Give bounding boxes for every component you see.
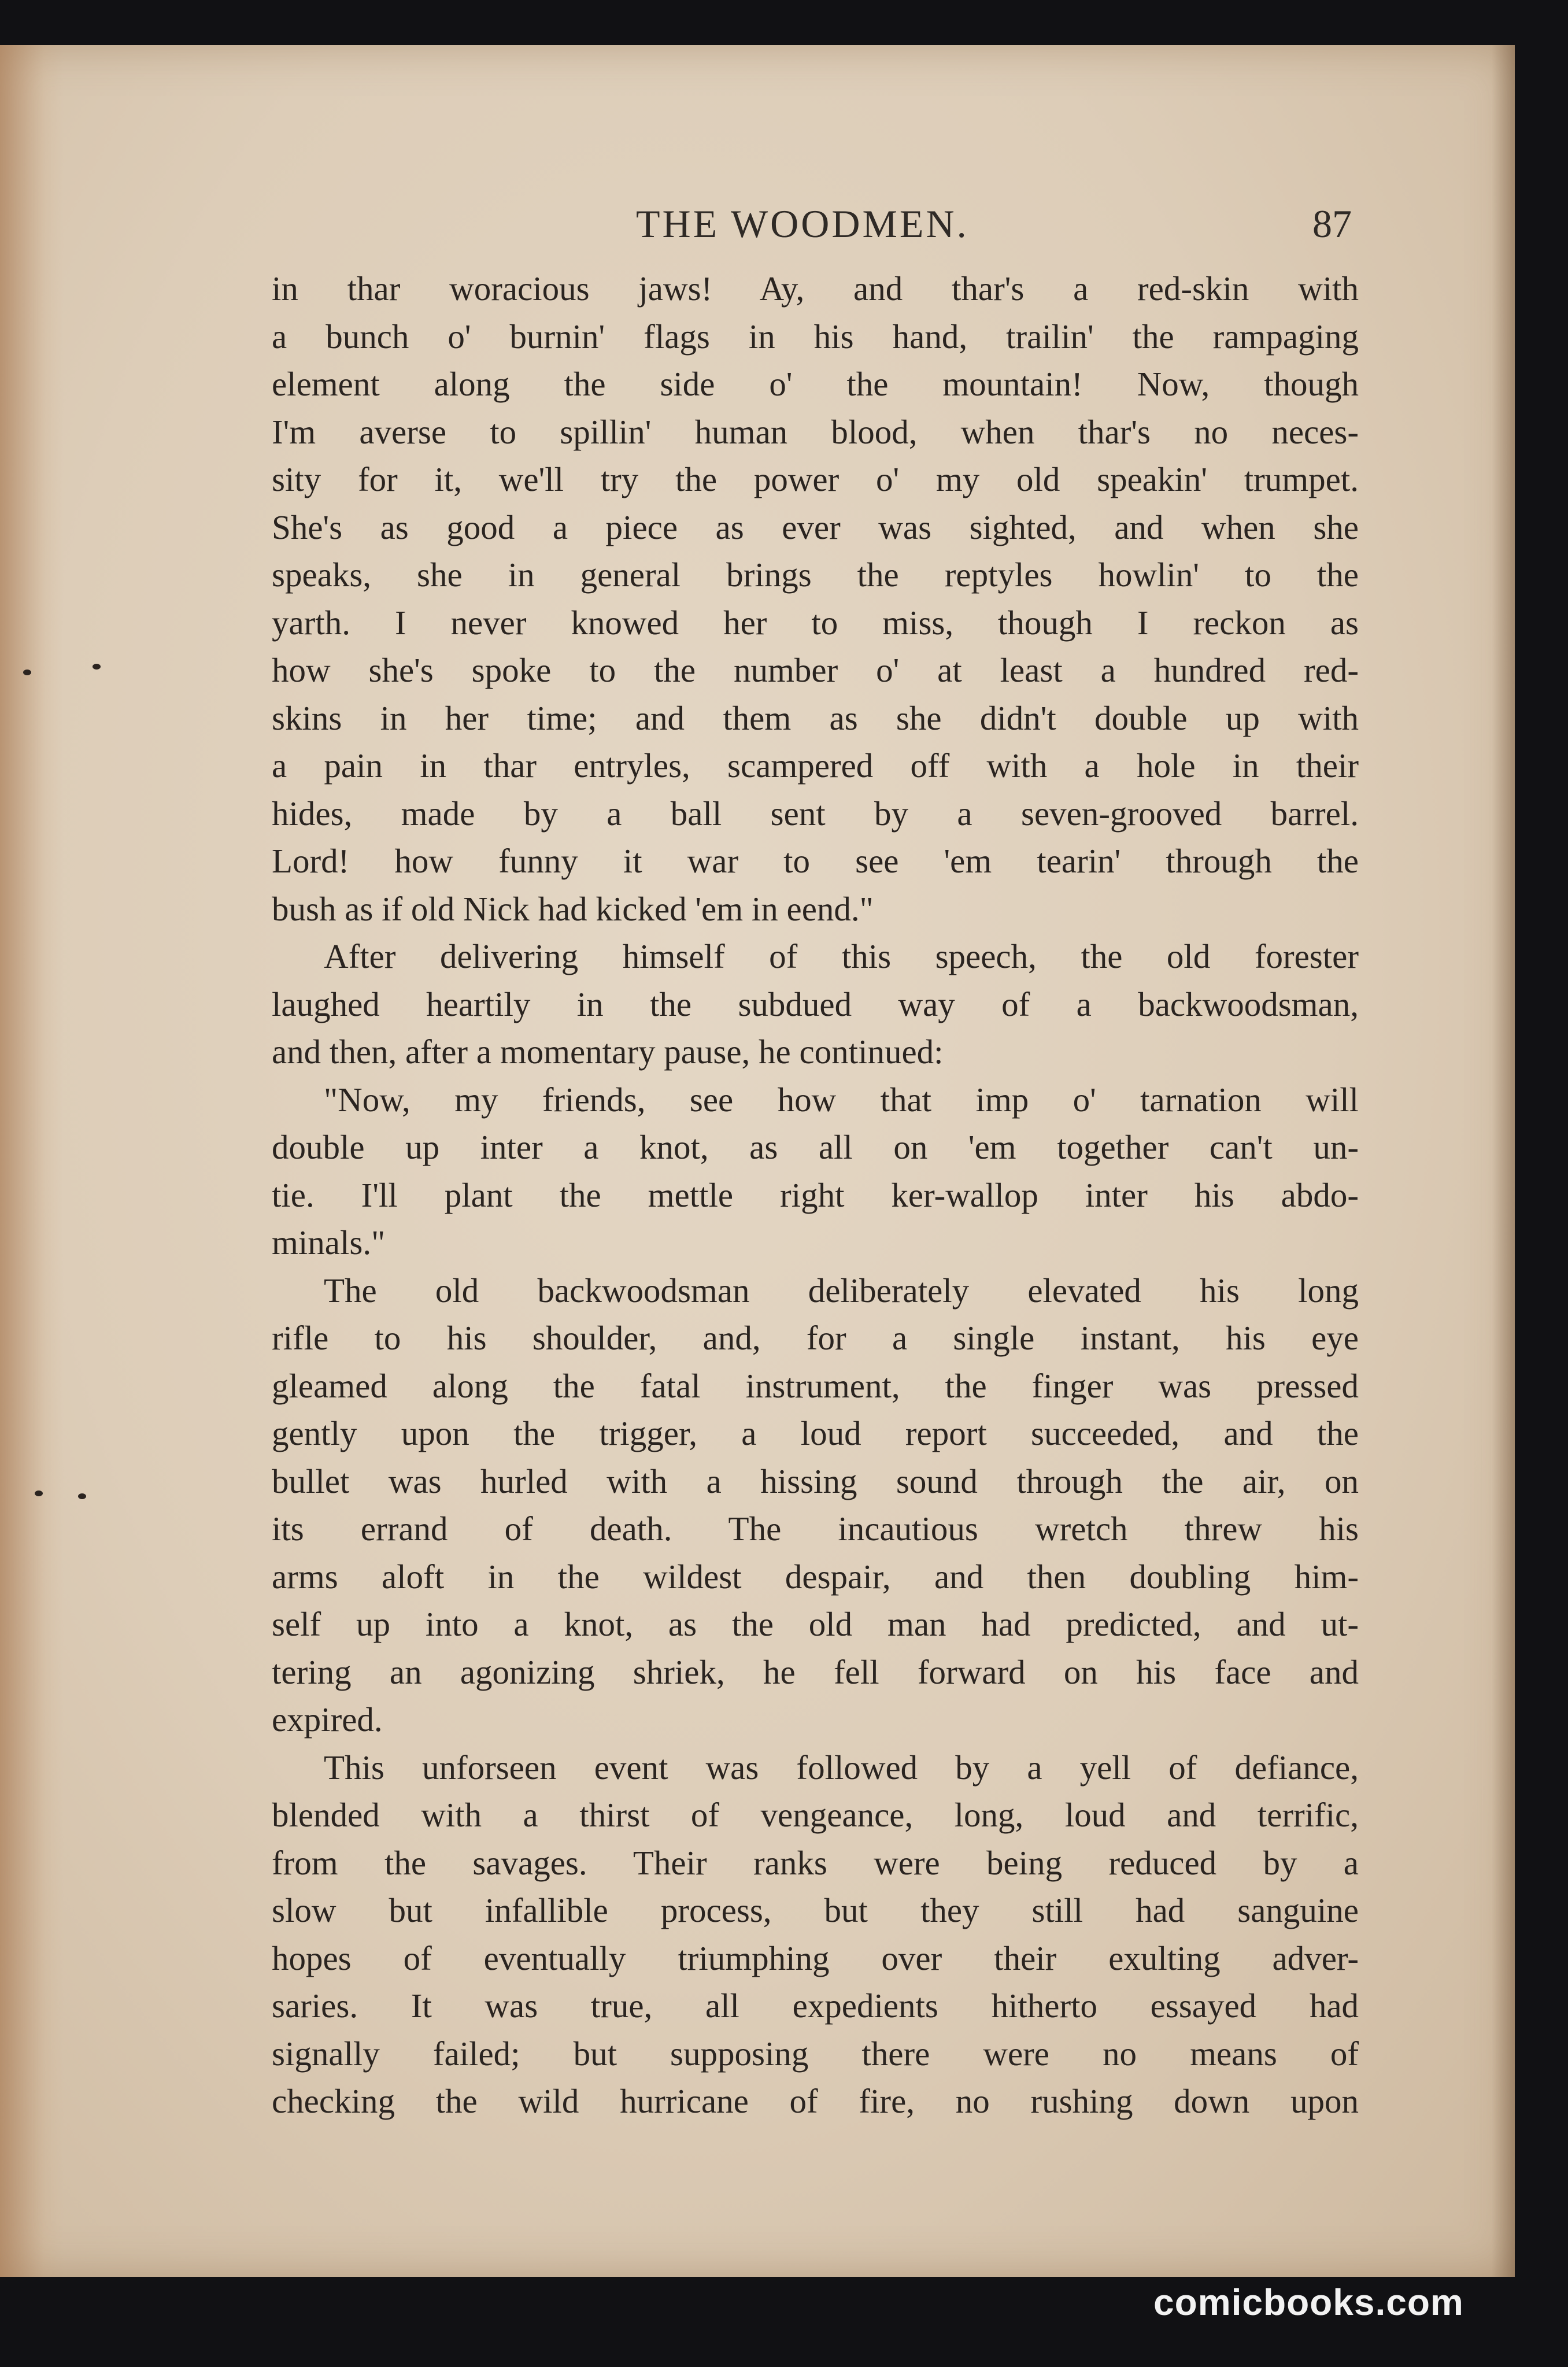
text-line: how she's spoke to the number o' at least a hundred red- xyxy=(272,651,1359,689)
margin-ink-mark xyxy=(23,670,31,675)
running-head: THE WOODMEN. xyxy=(636,202,969,246)
text-line: Lord! how funny it war to see 'em tearin' through the xyxy=(272,842,1359,880)
watermark: comicbooks.com xyxy=(1153,2281,1464,2323)
text-line: hopes of eventually triumphing over their exulting adver- xyxy=(272,1939,1359,1977)
text-line: tie. I'll plant the mettle right ker-wallop inter his abdo- xyxy=(272,1175,1359,1214)
text-line: in thar woracious jaws! Ay, and thar's a red-skin with xyxy=(272,269,1359,308)
text-line: yarth. I never knowed her to miss, though I reckon as xyxy=(272,603,1359,642)
text-line: signally failed; but supposing there were no means of xyxy=(272,2034,1359,2073)
page-number: 87 xyxy=(1312,202,1352,246)
text-line: expired. xyxy=(272,1700,383,1739)
text-line: tering an agonizing shriek, he fell forward on his face and xyxy=(272,1652,1359,1691)
text-line: "Now, my friends, see how that imp o' tarnation will xyxy=(324,1080,1359,1119)
text-line: rifle to his shoulder, and, for a single instant, his eye xyxy=(272,1319,1359,1357)
text-line: minals." xyxy=(272,1223,386,1262)
text-line: from the savages. Their ranks were being reduced by a xyxy=(272,1843,1359,1882)
text-line: checking the wild hurricane of fire, no rushing down upon xyxy=(272,2082,1359,2120)
text-line: After delivering himself of this speech, the old forester xyxy=(324,937,1359,975)
text-line: element along the side o' the mountain! Now, though xyxy=(272,365,1359,403)
text-line: double up inter a knot, as all on 'em together can't un- xyxy=(272,1128,1359,1166)
text-line: and then, after a momentary pause, he continued: xyxy=(272,1033,944,1071)
page-edge-stain xyxy=(0,45,64,2277)
text-line: skins in her time; and them as she didn't double up with xyxy=(272,698,1359,737)
text-line: The old backwoodsman deliberately elevated his long xyxy=(324,1271,1359,1310)
text-line: bullet was hurled with a hissing sound through the air, on xyxy=(272,1462,1359,1500)
text-line: hides, made by a ball sent by a seven-grooved barrel. xyxy=(272,794,1359,833)
text-line: gently upon the trigger, a loud report succeeded, and the xyxy=(272,1414,1359,1452)
text-line: This unforseen event was followed by a yell of defiance, xyxy=(324,1748,1359,1787)
text-line: a bunch o' burnin' flags in his hand, trailin' the rampaging xyxy=(272,317,1359,356)
text-line: gleamed along the fatal instrument, the finger was pressed xyxy=(272,1366,1359,1405)
text-line: bush as if old Nick had kicked 'em in eend." xyxy=(272,889,874,928)
page-right-edge xyxy=(1492,45,1515,2277)
text-line: its errand of death. The incautious wretch threw his xyxy=(272,1510,1359,1548)
margin-ink-mark xyxy=(93,664,101,670)
margin-ink-mark xyxy=(78,1493,86,1499)
text-line: She's as good a piece as ever was sighted, and when she xyxy=(272,508,1359,546)
text-line: saries. It was true, all expedients hitherto essayed had xyxy=(272,1987,1359,2025)
body-text xyxy=(272,265,1359,2125)
text-line: speaks, she in general brings the reptyles howlin' to the xyxy=(272,556,1359,594)
text-line: slow but infallible process, but they still had sanguine xyxy=(272,1891,1359,1929)
text-line: blended with a thirst of vengeance, long, loud and terrific, xyxy=(272,1796,1359,1834)
text-line: arms aloft in the wildest despair, and then doubling him- xyxy=(272,1557,1359,1596)
book-page xyxy=(0,45,1515,2277)
text-line: sity for it, we'll try the power o' my old speakin' trumpet. xyxy=(272,460,1359,498)
text-line: laughed heartily in the subdued way of a backwoodsman, xyxy=(272,985,1359,1023)
margin-ink-mark xyxy=(35,1491,43,1496)
text-line: I'm averse to spillin' human blood, when thar's no neces- xyxy=(272,412,1359,451)
text-line: self up into a knot, as the old man had predicted, and ut- xyxy=(272,1605,1359,1643)
text-line: a pain in thar entryles, scampered off with a hole in their xyxy=(272,746,1359,785)
